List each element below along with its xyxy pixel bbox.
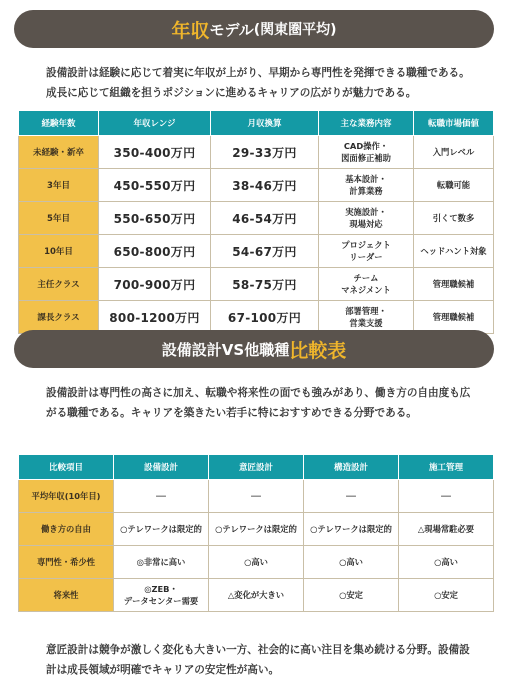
market-value-cell: 入門レベル [414, 136, 494, 169]
comparison-cell: ○テレワークは限定的 [209, 513, 304, 546]
comparison-label-cell: 専門性・希少性 [19, 546, 114, 579]
monthly-income-cell: 46-54万円 [211, 202, 319, 235]
annual-income-cell: 650-800万円 [99, 235, 211, 268]
comparison-cell: ○安定 [399, 579, 494, 612]
comparison-footer: 意匠設計は競争が激しく変化も大きい一方、社会的に高い注目を集め続ける分野。設備設計は成長領域が明確でキャリアの安定性が高い。 [46, 644, 470, 676]
comparison-cell: △変化が大きい [209, 579, 304, 612]
comparison-label-cell: 将来性 [19, 579, 114, 612]
comparison-cell: ○安定 [304, 579, 399, 612]
income-model-title: モデル [209, 20, 254, 39]
comparison-title: 設備設計VS他職種 [161, 340, 290, 359]
duties-cell: CAD操作・ 図面修正補助 [319, 136, 414, 169]
comparison-cell: — [399, 480, 494, 513]
comparison-cell: — [304, 480, 399, 513]
comparison-description: 設備設計は専門性の高さに加え、転職や将来性の面でも強みがあり、働き方の自由度も広がる職種である。キャリアを築きたい若手に特におすすめできる分野である。 [46, 387, 471, 419]
monthly-income-cell: 38-46万円 [211, 169, 319, 202]
annual-income-cell: 800-1200万円 [99, 301, 211, 334]
comparison-title-highlight: 比較表 [289, 339, 347, 362]
experience-cell: 未経験・新卒 [19, 136, 99, 169]
income-model-title-highlight: 年収 [171, 19, 210, 42]
market-value-cell: ヘッドハント対象 [414, 235, 494, 268]
header-comparison-item: 比較項目 [19, 455, 114, 480]
duties-cell: 基本設計・ 計算業務 [319, 169, 414, 202]
comparison-header-row [19, 455, 494, 480]
duties-cell: 実施設計・ 現場対応 [319, 202, 414, 235]
duties-cell: 部署管理・ 営業支援 [319, 301, 414, 334]
header-architectural-design: 意匠設計 [209, 455, 304, 480]
table-row [19, 202, 494, 235]
market-value-cell: 管理職候補 [414, 268, 494, 301]
comparison-cell: — [209, 480, 304, 513]
comparison-label-cell: 働き方の自由 [19, 513, 114, 546]
comparison-cell: ○テレワークは限定的 [304, 513, 399, 546]
table-row [19, 136, 494, 169]
monthly-income-cell: 29-33万円 [211, 136, 319, 169]
table-row [19, 546, 494, 579]
comparison-cell: ○高い [399, 546, 494, 579]
annual-income-cell: 350-400万円 [99, 136, 211, 169]
monthly-income-cell: 54-67万円 [211, 235, 319, 268]
annual-income-cell: 550-650万円 [99, 202, 211, 235]
income-model-banner [14, 10, 494, 48]
comparison-label-cell: 平均年収(10年目) [19, 480, 114, 513]
comparison-cell: ○高い [304, 546, 399, 579]
experience-cell: 10年目 [19, 235, 99, 268]
comparison-cell: ○テレワークは限定的 [114, 513, 209, 546]
annual-income-cell: 700-900万円 [99, 268, 211, 301]
header-main-duties: 主な業務内容 [319, 111, 414, 136]
income-model-description: 設備設計は経験に応じて着実に年収が上がり、早期から専門性を発揮できる職種である。成長に応じて組織を担うポジションに進めるキャリアの広がりが魅力である。 [46, 67, 470, 99]
table-row [19, 235, 494, 268]
market-value-cell: 引くて数多 [414, 202, 494, 235]
header-experience: 経験年数 [19, 111, 99, 136]
comparison-cell: — [114, 480, 209, 513]
header-annual-income: 年収レンジ [99, 111, 211, 136]
header-mep-design: 設備設計 [114, 455, 209, 480]
comparison-cell: ◎非常に高い [114, 546, 209, 579]
experience-cell: 5年目 [19, 202, 99, 235]
experience-cell: 課長クラス [19, 301, 99, 334]
monthly-income-cell: 58-75万円 [211, 268, 319, 301]
comparison-cell: ◎ZEB・ データセンター需要 [114, 579, 209, 612]
header-construction-management: 施工管理 [399, 455, 494, 480]
table-row [19, 169, 494, 202]
header-structural-design: 構造設計 [304, 455, 399, 480]
comparison-cell: ○高い [209, 546, 304, 579]
annual-income-cell: 450-550万円 [99, 169, 211, 202]
header-market-value: 転職市場価値 [414, 111, 494, 136]
comparison-cell: △現場常駐必要 [399, 513, 494, 546]
table-row [19, 579, 494, 612]
income-model-table [18, 110, 494, 334]
table-row [19, 480, 494, 513]
market-value-cell: 管理職候補 [414, 301, 494, 334]
header-monthly-income: 月収換算 [211, 111, 319, 136]
monthly-income-cell: 67-100万円 [211, 301, 319, 334]
market-value-cell: 転職可能 [414, 169, 494, 202]
table-row [19, 513, 494, 546]
comparison-table [18, 454, 494, 612]
income-model-title-region: (関東圏平均) [253, 22, 337, 38]
comparison-banner [14, 330, 494, 368]
experience-cell: 3年目 [19, 169, 99, 202]
table-row [19, 301, 494, 334]
experience-cell: 主任クラス [19, 268, 99, 301]
table-row [19, 268, 494, 301]
duties-cell: プロジェクト リーダー [319, 235, 414, 268]
duties-cell: チーム マネジメント [319, 268, 414, 301]
income-table-header-row [19, 111, 494, 136]
